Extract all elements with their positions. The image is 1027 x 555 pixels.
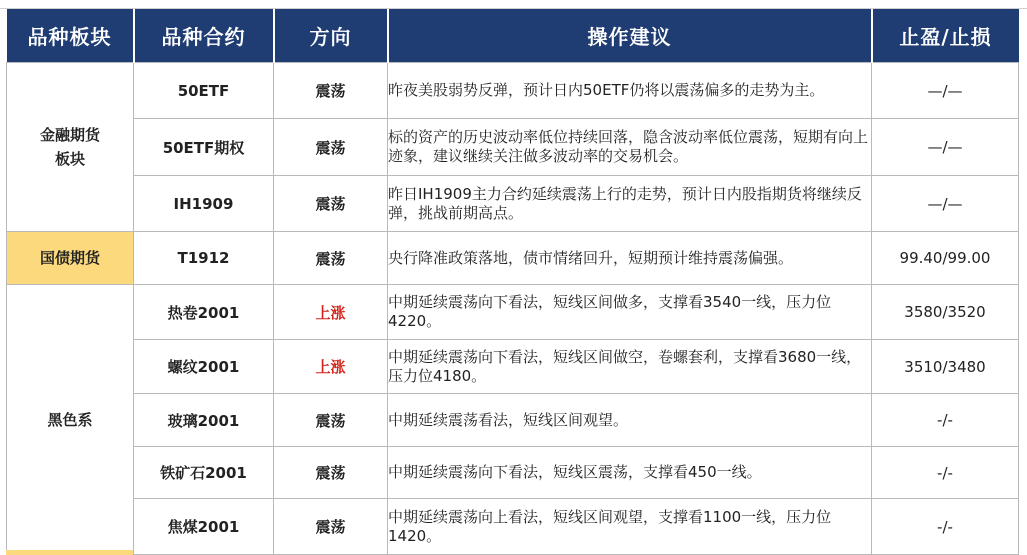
stop-cell: -/- [872, 447, 1019, 499]
contract-cell: 焦煤2001 [134, 499, 274, 555]
contract-cell: 50ETF期权 [134, 119, 274, 176]
table-row [7, 340, 1019, 394]
advice-cell: 中期延续震荡向下看法，短线区间做空，卷螺套利，支撑看3680一线，压力位4180。 [388, 340, 872, 394]
header-contract: 品种合约 [134, 9, 274, 63]
contract-cell: 玻璃2001 [134, 394, 274, 447]
direction-cell: 上涨 [274, 285, 388, 340]
direction-cell: 震荡 [274, 119, 388, 176]
advice-cell: 标的资产的历史波动率低位持续回落，隐含波动率低位震荡，短期有向上迹象，建议继续关注做多波动率的交易机会。 [388, 119, 872, 176]
stop-cell: —/— [872, 176, 1019, 232]
stop-cell: —/— [872, 63, 1019, 119]
contract-cell: T1912 [134, 232, 274, 285]
direction-cell: 震荡 [274, 232, 388, 285]
stop-cell: —/— [872, 119, 1019, 176]
sector-financial [7, 63, 134, 232]
advice-cell: 中期延续震荡向下看法，短线区间做多，支撑看3540一线，压力位4220。 [388, 285, 872, 340]
advice-table [6, 9, 1019, 555]
header-sector: 品种板块 [7, 9, 134, 63]
table-row [7, 176, 1019, 232]
contract-cell: 热卷2001 [134, 285, 274, 340]
direction-cell: 震荡 [274, 499, 388, 555]
header-direction: 方向 [274, 9, 388, 63]
stop-cell: 99.40/99.00 [872, 232, 1019, 285]
advice-cell: 昨夜美股弱势反弹，预计日内50ETF仍将以震荡偏多的走势为主。 [388, 63, 872, 119]
advice-cell: 中期延续震荡向上看法，短线区间观望，支撑看1100一线，压力位1420。 [388, 499, 872, 555]
contract-cell: IH1909 [134, 176, 274, 232]
advice-cell: 昨日IH1909主力合约延续震荡上行的走势，预计日内股指期货将继续反弹，挑战前期高点。 [388, 176, 872, 232]
header-stop: 止盈/止损 [872, 9, 1019, 63]
table-row [7, 394, 1019, 447]
stop-cell: -/- [872, 499, 1019, 555]
sector-financial-label: 金融期货板块 [39, 126, 100, 168]
direction-cell: 震荡 [274, 63, 388, 119]
next-sector-highlight [6, 550, 133, 555]
stop-cell: 3580/3520 [872, 285, 1019, 340]
table-row [7, 499, 1019, 555]
table-row [7, 232, 1019, 285]
table-row [7, 119, 1019, 176]
table-row [7, 447, 1019, 499]
table-row [7, 63, 1019, 119]
top-divider [0, 0, 1027, 9]
advice-cell: 中期延续震荡向下看法，短线区震荡，支撑看450一线。 [388, 447, 872, 499]
table-row [7, 285, 1019, 340]
direction-cell: 上涨 [274, 340, 388, 394]
direction-cell: 震荡 [274, 447, 388, 499]
direction-cell: 震荡 [274, 394, 388, 447]
contract-cell: 螺纹2001 [134, 340, 274, 394]
stop-cell: -/- [872, 394, 1019, 447]
stop-cell: 3510/3480 [872, 340, 1019, 394]
header-row [7, 9, 1019, 63]
contract-cell: 铁矿石2001 [134, 447, 274, 499]
next-sector-strip [6, 550, 1018, 555]
direction-cell: 震荡 [274, 176, 388, 232]
advice-cell: 央行降准政策落地，债市情绪回升，短期预计维持震荡偏强。 [388, 232, 872, 285]
contract-cell: 50ETF [134, 63, 274, 119]
header-advice: 操作建议 [388, 9, 872, 63]
sector-bond: 国债期货 [7, 232, 134, 285]
advice-cell: 中期延续震荡看法，短线区间观望。 [388, 394, 872, 447]
sector-black: 黑色系 [7, 285, 134, 555]
